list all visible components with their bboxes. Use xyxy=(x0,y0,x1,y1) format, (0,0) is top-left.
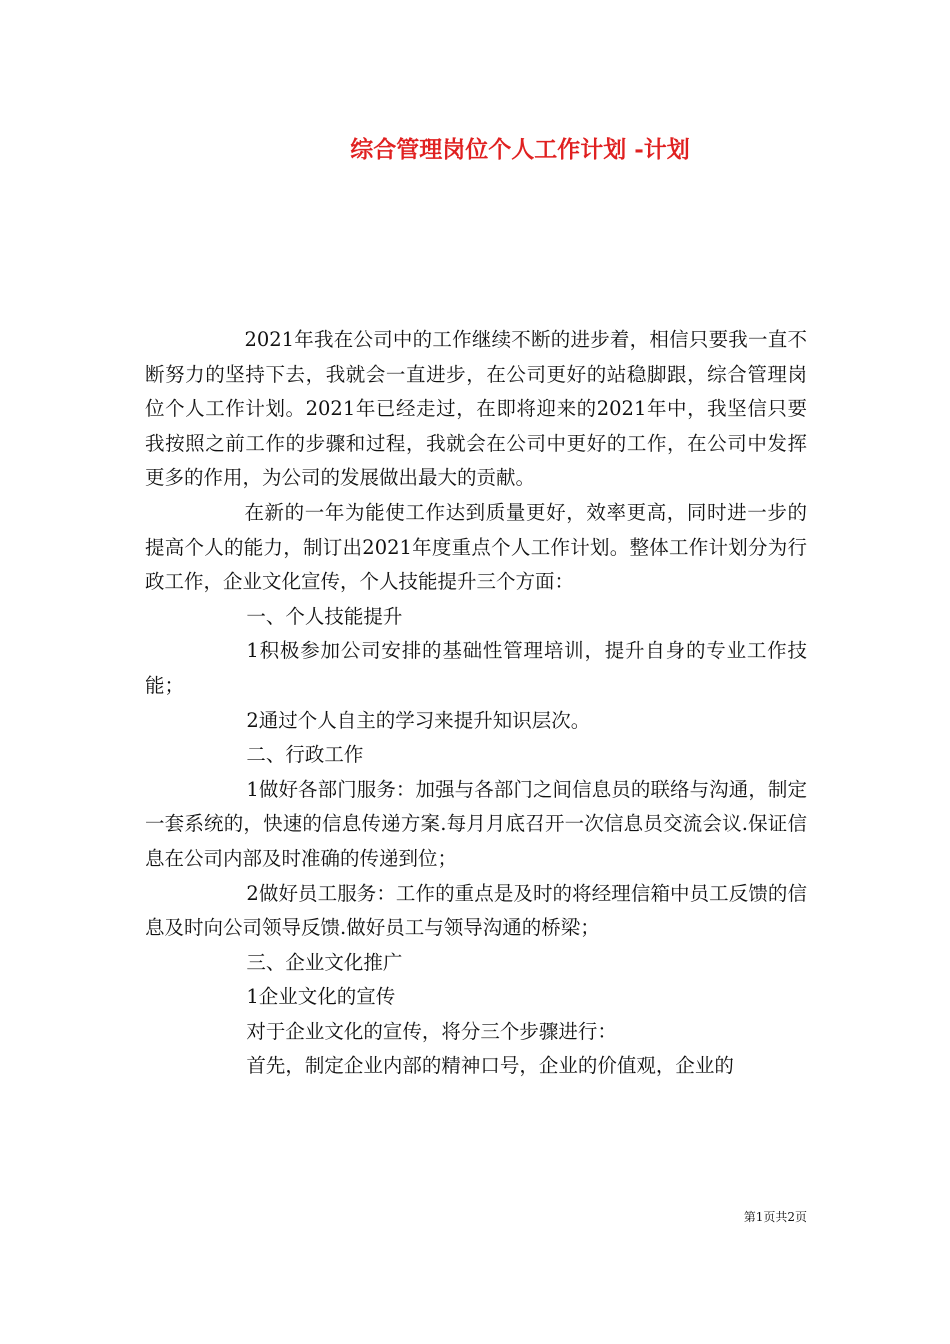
section-heading: 三、企业文化推广 xyxy=(246,950,403,974)
paragraph: 1积极参加公司安排的基础性管理培训，提升自身的专业工作技能； xyxy=(145,639,807,697)
paragraph: 在新的一年为能使工作达到质量更好，效率更高，同时进一步的提高个人的能力，制订出2021年度重点个人工作计划。整体工作计划分为行政工作，企业文化宣传，个人技能提升三个方面： xyxy=(145,500,807,594)
page-footer: 第1页共2页 xyxy=(743,1210,807,1224)
section-heading: 二、行政工作 xyxy=(246,743,364,767)
document-body xyxy=(145,323,807,1084)
paragraph: 2通过个人自主的学习来提升知识层次。 xyxy=(246,708,591,732)
paragraph: 2做好员工服务：工作的重点是及时的将经理信箱中员工反馈的信息及时向公司领导反馈.做好员工与领导沟通的桥梁； xyxy=(145,881,807,940)
document-title: 综合管理岗位个人工作计划 -计划 xyxy=(350,136,690,163)
section-heading: 一、个人技能提升 xyxy=(246,604,403,628)
paragraph: 对于企业文化的宣传，将分三个步骤进行： xyxy=(246,1019,617,1043)
paragraph: 首先，制定企业内部的精神口号，企业的价值观，企业的 xyxy=(246,1054,734,1078)
paragraph: 1做好各部门服务：加强与各部门之间信息员的联络与沟通，制定一套系统的，快速的信息传递方案.每月月底召开一次信息员交流会议.保证信息在公司内部及时准确的传递到位； xyxy=(145,777,807,870)
paragraph: 1企业文化的宣传 xyxy=(246,985,396,1009)
paragraph: 2021年我在公司中的工作继续不断的进步着，相信只要我一直不断努力的坚持下去，我就会一直进步，在公司更好的站稳脚跟，综合管理岗位个人工作计划。2021年已经走过，在即将迎来的2021年中，我坚信只要我按照之前工作的步骤和过程，我就会在公司中更好的工作，在公司中发挥更多的作用，为公司的发展做出最大的贡献。 xyxy=(145,328,807,490)
